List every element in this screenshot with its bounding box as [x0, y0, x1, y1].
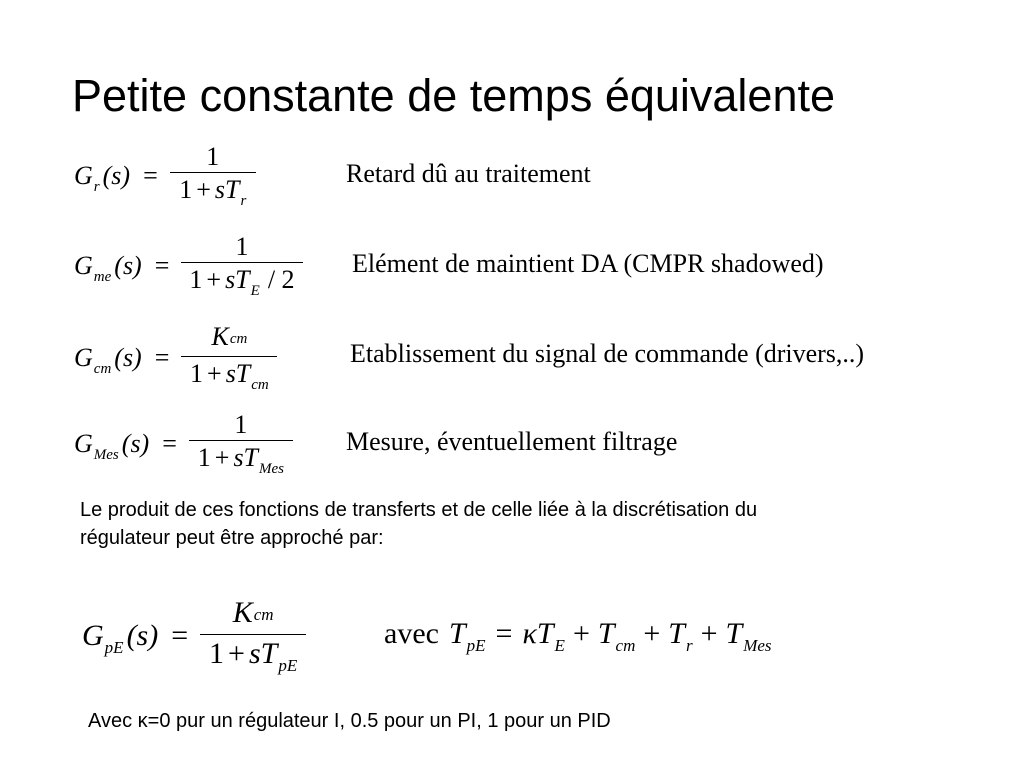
- den-one: 1: [179, 175, 193, 204]
- symbol-t: T: [448, 617, 466, 650]
- fraction: [181, 232, 302, 299]
- subscript: E: [554, 636, 565, 655]
- symbol-g: G: [74, 160, 93, 190]
- numerator: 1: [206, 142, 220, 171]
- numerator: [225, 596, 282, 634]
- subscript: Mes: [743, 636, 772, 655]
- denominator: [181, 263, 302, 299]
- equals-sign: =: [162, 428, 177, 458]
- equation-lhs: [74, 160, 170, 195]
- den-subscript: cm: [251, 377, 269, 393]
- argument: (s): [114, 342, 142, 372]
- den-tail: / 2: [267, 265, 295, 294]
- equation-gcm: [74, 322, 277, 393]
- symbol-g: G: [82, 618, 104, 652]
- argument: (s): [121, 428, 150, 458]
- plus-sign: +: [196, 175, 211, 204]
- symbol-t: T: [668, 617, 685, 650]
- subscript: pE: [466, 636, 486, 655]
- fraction: [200, 596, 306, 675]
- equation-tpe: [384, 616, 772, 656]
- den-st: sT: [233, 443, 259, 472]
- subscript: cm: [93, 360, 112, 377]
- equation-lhs: [74, 342, 181, 377]
- description-gmes: Mesure, éventuellement filtrage: [346, 427, 678, 456]
- body-paragraph: Le produit de ces fonctions de transferts et de celle liée à la discrétisation du régulateur peut être approché par:: [80, 499, 758, 549]
- denominator: [182, 357, 277, 393]
- symbol-g: G: [74, 342, 93, 372]
- description-gr: Retard dû au traitement: [346, 159, 591, 188]
- den-st: sT: [225, 265, 250, 294]
- plus-sign: +: [228, 637, 245, 670]
- equation-gme: [74, 232, 303, 299]
- symbol-g: G: [74, 428, 93, 458]
- subscript: cm: [615, 636, 636, 655]
- den-one: 1: [197, 443, 211, 472]
- fraction: [189, 410, 293, 477]
- denominator: [190, 441, 292, 477]
- description-gme: Elément de maintient DA (CMPR shadowed): [352, 249, 824, 278]
- symbol-t: T: [536, 617, 554, 650]
- fraction: [181, 322, 277, 393]
- equals-sign: =: [495, 617, 513, 650]
- footnote: Avec κ=0 pur un régulateur I, 0.5 pour un PI, 1 pour un PID: [88, 710, 611, 732]
- numerator: 1: [235, 232, 249, 261]
- subscript: me: [93, 268, 112, 285]
- equation-lhs: [82, 618, 200, 657]
- equation-gr: [74, 142, 256, 209]
- plus-sign: +: [214, 443, 230, 472]
- den-subscript: Mes: [259, 461, 285, 477]
- equals-sign: =: [154, 342, 170, 372]
- argument: (s): [102, 160, 131, 190]
- subscript: r: [93, 178, 100, 195]
- plus-sign: +: [206, 265, 222, 294]
- plus-sign: +: [207, 359, 222, 388]
- den-one: 1: [209, 637, 225, 670]
- den-one: 1: [190, 359, 204, 388]
- plus-sign: +: [572, 617, 590, 650]
- equals-sign: =: [154, 250, 170, 280]
- plus-sign: +: [700, 617, 718, 650]
- plus-sign: +: [643, 617, 661, 650]
- equation-lhs: [74, 250, 181, 285]
- num-subscript: cm: [229, 331, 248, 347]
- subscript: pE: [104, 637, 124, 657]
- argument: (s): [114, 250, 142, 280]
- subscript: r: [685, 636, 693, 655]
- denominator: [201, 635, 305, 675]
- numerator: 1: [234, 410, 248, 439]
- symbol-t: T: [597, 617, 615, 650]
- equals-sign: =: [171, 618, 189, 652]
- equation-gpe: [82, 596, 306, 675]
- num-subscript: cm: [253, 605, 274, 624]
- symbol-t: T: [725, 617, 743, 650]
- description-gcm: Etablissement du signal de commande (drivers,..): [350, 339, 865, 368]
- slide-title: Petite constante de temps équivalente: [72, 70, 836, 121]
- den-subscript: E: [250, 283, 260, 299]
- den-st: sT: [248, 637, 278, 670]
- avec-word: avec: [384, 617, 439, 650]
- equation-lhs: [74, 428, 189, 463]
- kappa-symbol: κ: [522, 617, 537, 650]
- denominator: [171, 173, 254, 209]
- den-st: sT: [214, 175, 240, 204]
- equals-sign: =: [143, 160, 158, 190]
- den-one: 1: [189, 265, 203, 294]
- symbol-g: G: [74, 250, 93, 280]
- num-k: K: [232, 596, 253, 629]
- subscript: Mes: [93, 446, 119, 463]
- equation-gmes: [74, 410, 293, 477]
- numerator: [203, 322, 255, 356]
- fraction: [170, 142, 256, 209]
- num-k: K: [211, 322, 229, 351]
- den-subscript: r: [240, 193, 247, 209]
- argument: (s): [126, 618, 159, 652]
- den-st: sT: [225, 359, 251, 388]
- den-subscript: pE: [278, 656, 298, 675]
